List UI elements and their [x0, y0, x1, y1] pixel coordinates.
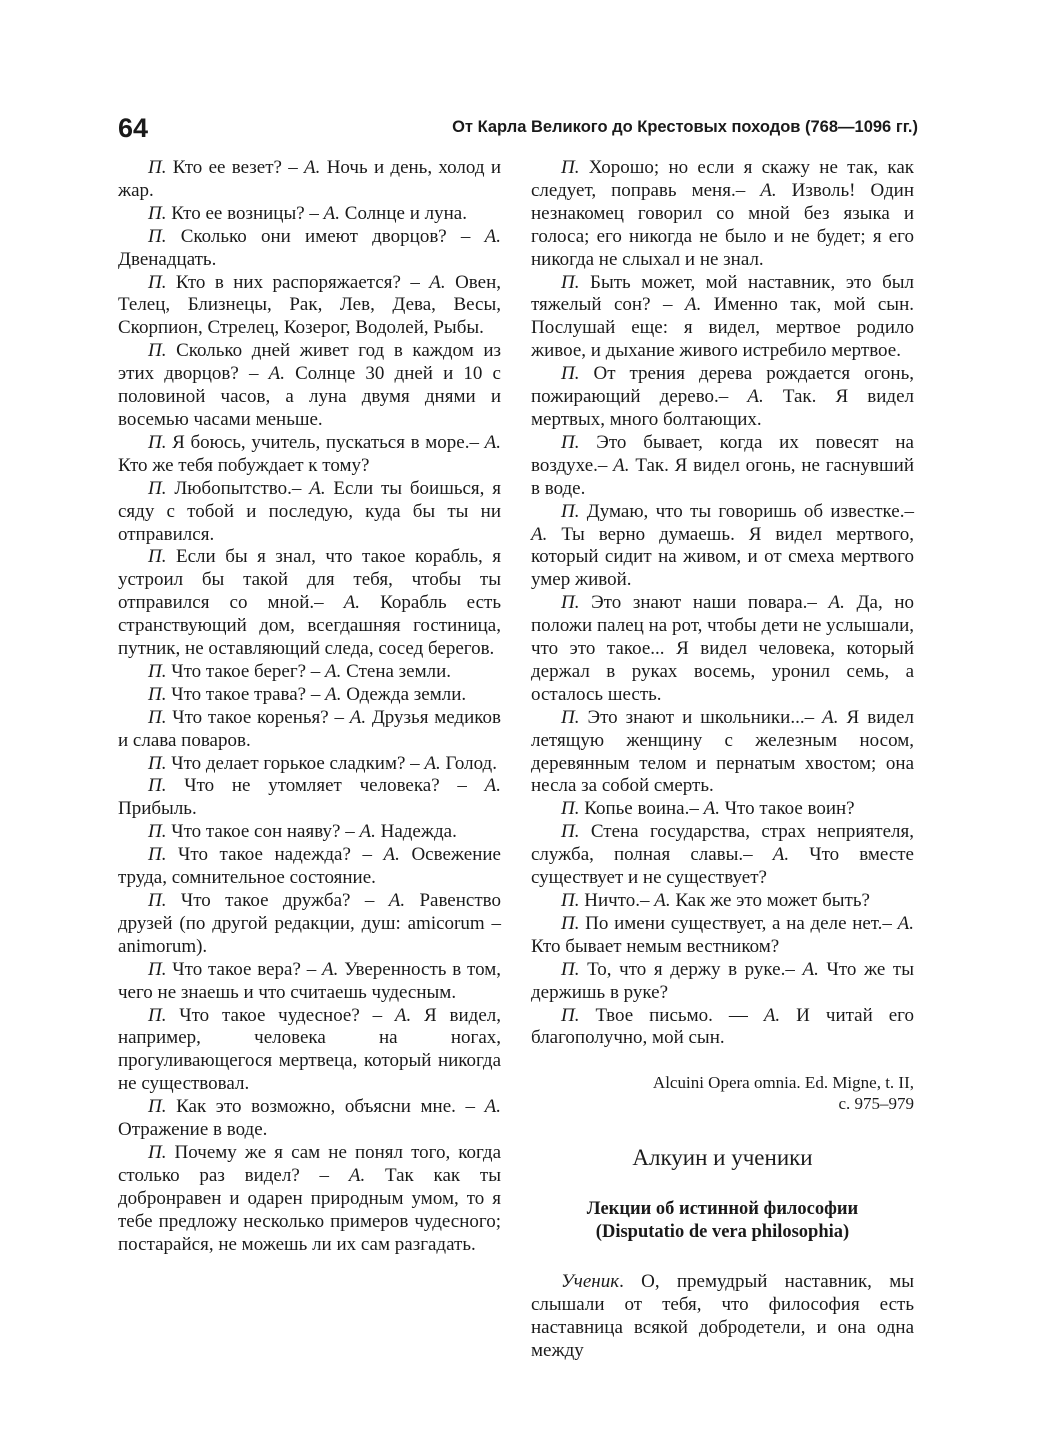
speaker-label: А. [684, 294, 702, 316]
dialogue-paragraph [118, 203, 501, 226]
dialogue-paragraph [531, 959, 914, 1005]
dialogue-text: Стена государства, страх неприятеля, служба, полная славы.– [531, 821, 914, 866]
speaker-label: П. [148, 890, 167, 911]
speaker-label: А. [484, 775, 501, 797]
dialogue-text: Именно так, мой сын. Послушай еще: я видел, мертвое родило живое, и дыхание живого истребило мертвое. [531, 294, 914, 362]
dialogue-paragraph [531, 432, 914, 501]
dialogue-text: Друзья медиков и слава поваров. [118, 706, 501, 751]
dialogue-text: Кто в них распоряжается? – [166, 271, 430, 293]
speaker-label: П. [561, 157, 580, 178]
speaker-label: П. [561, 890, 580, 911]
dialogue-paragraph [531, 272, 914, 364]
speaker-label: А. [613, 454, 630, 476]
source-line: Alcuini Opera omnia. Ed. Migne, t. II, [652, 1073, 914, 1093]
dialogue-paragraph [118, 775, 501, 821]
speaker-label: А. [394, 1004, 412, 1026]
speaker-label: П. [148, 1141, 167, 1163]
dialogue-paragraph [531, 707, 914, 799]
speaker-label: А. [897, 912, 914, 934]
dialogue-text: Освежение труда, сомнительное состояние. [118, 844, 501, 889]
dialogue-text: Овен, Телец, Близнецы, Рак, Лев, Дева, Весы, Скорпион, Стрелец, Козерог, Водолей, Рыбы. [118, 271, 502, 339]
dialogue-text: Думаю, что ты говоришь об известке.– [579, 500, 914, 522]
dialogue-text: Так. Я видел мертвых, много болтающих. [531, 386, 914, 430]
dialogue-text: Отражение в воде. [118, 1119, 268, 1141]
student-paragraph [531, 1271, 914, 1363]
speaker-label: П. [148, 1004, 167, 1026]
speaker-label: А. [322, 958, 339, 980]
dialogue-text: Сколько дней живет год в каждом из этих дворцов? – [118, 340, 501, 385]
dialogue-text: Кто бывает немым вестником? [531, 935, 780, 957]
speaker-label: А. [802, 958, 819, 980]
dialogue-text: Прибыль. [118, 798, 197, 820]
dialogue-text: Твое письмо. — [579, 1004, 764, 1026]
speaker-label: П. [148, 546, 167, 568]
dialogue-text: Ты верно думаешь. Я видел мертвого, который сидит на живом, и от смеха мертвого умер живой. [531, 523, 914, 591]
dialogue-text: Кто ее везет? – [166, 157, 305, 178]
dialogue-paragraph [118, 753, 501, 776]
speaker-label: А. [429, 271, 446, 293]
speaker-label: П. [148, 431, 167, 453]
dialogue-text: Уверенность в том, чего не знаешь и что считаешь чудесным. [118, 958, 501, 1003]
dialogue-text: Надежда. [375, 821, 457, 843]
left-column [118, 157, 501, 1257]
speaker-label: А. [325, 683, 342, 705]
dialogue-text: И читай его благополучно, мой сын. [531, 1004, 914, 1049]
dialogue-paragraph [531, 501, 914, 593]
dialogue-text: Солнце и луна. [340, 202, 467, 224]
dialogue-text: Что не утомляет человека? – [166, 775, 485, 797]
speaker-label: П. [561, 271, 580, 293]
dialogue-paragraph [118, 157, 501, 203]
dialogue-text: Как это возможно, объясни мне. – [166, 1096, 485, 1118]
dialogue-text: Одежда земли. [341, 683, 467, 705]
speaker-label: П. [561, 798, 580, 820]
right-column [531, 157, 914, 1363]
dialogue-text: Как же это может быть? [670, 890, 870, 911]
dialogue-paragraph [118, 661, 501, 684]
dialogue-paragraph [118, 340, 501, 432]
dialogue-text: Что такое коренья? – [166, 706, 350, 728]
dialogue-paragraph [531, 1005, 914, 1051]
dialogue-text: Сколько они имеют дворцов? – [166, 225, 485, 247]
dialogue-text: От трения дерева рождается огонь, пожирающий дерево.– [531, 363, 914, 408]
speaker-label: П. [561, 363, 580, 385]
dialogue-paragraph [531, 157, 914, 272]
dialogue-paragraph [531, 913, 914, 959]
speaker-label: П. [148, 225, 167, 247]
speaker-label: А. [703, 798, 720, 820]
dialogue-text: Это бывает, когда их повесят на воздухе.– [531, 431, 914, 476]
dialogue-paragraph [118, 1142, 501, 1257]
dialogue-text: Быть может, мой наставник, это был тяжелый сон? – [531, 271, 914, 316]
dialogue-text: Что же ты держишь в руке? [531, 958, 915, 1003]
dialogue-text: Если бы я знал, что такое корабль, я устроил бы такой для тебя, чтобы ты отправился со мной.– [118, 546, 501, 614]
speaker-label: П. [148, 660, 167, 682]
dialogue-text: Изволь! Один незнакомец говорил со мной без языка и голоса; его никогда не было и не будет; я его никогда не слыхал и не знал. [531, 179, 915, 270]
speaker-label: П. [561, 821, 580, 843]
dialogue-paragraph [531, 798, 914, 821]
dialogue-text: Стена земли. [341, 660, 452, 682]
speaker-label: П. [148, 477, 167, 499]
dialogue-text: Что такое надежда? – [166, 844, 384, 866]
speaker-label: А. [268, 363, 285, 385]
speaker-label: Ученик [561, 1271, 620, 1293]
speaker-label: А. [388, 890, 406, 911]
dialogue-text: Равенство друзей (по другой редакции, душ: amicorum – animorum). [118, 890, 501, 957]
speaker-label: А. [531, 523, 548, 545]
dialogue-paragraph [531, 890, 914, 913]
dialogue-paragraph [118, 684, 501, 707]
dialogue-text: Так. Я видел огонь, не гаснувший в воде. [531, 454, 914, 499]
speaker-label: А. [383, 844, 400, 866]
section-title: Алкуин и ученики [632, 1145, 813, 1171]
speaker-label: П. [148, 157, 167, 178]
speaker-label: А. [760, 179, 777, 201]
dialogue-paragraph [118, 821, 501, 844]
speaker-label: П. [148, 958, 167, 980]
running-title: От Карла Великого до Крестовых походов (768—1096 гг.) [452, 118, 918, 136]
dialogue-paragraph [118, 1096, 501, 1142]
subtitle-latin: (Disputatio de vera philosophia) [595, 1221, 850, 1242]
speaker-label: П. [561, 592, 580, 614]
source-citation [531, 1072, 914, 1114]
speaker-label: П. [148, 775, 167, 797]
speaker-label: П. [148, 340, 167, 362]
dialogue-text: Что такое трава? – [166, 683, 326, 705]
speaker-label: А. [304, 157, 321, 178]
speaker-label: А. [747, 386, 764, 408]
dialogue-paragraph [531, 821, 914, 890]
speaker-label: А. [424, 752, 441, 774]
dialogue-paragraph [118, 478, 501, 547]
dialogue-text: Что вместе существует и не существует? [531, 844, 914, 889]
speaker-label: П. [148, 706, 167, 728]
dialogue-paragraph [118, 959, 501, 1005]
speaker-label: П. [561, 706, 580, 728]
dialogue-text: Ночь и день, холод и жар. [118, 157, 501, 201]
speaker-label: П. [561, 958, 580, 980]
dialogue-paragraph [118, 890, 501, 959]
source-pages: с. 975–979 [838, 1094, 914, 1114]
speaker-label: П. [561, 912, 580, 934]
speaker-label: П. [148, 844, 167, 866]
page-number: 64 [118, 113, 149, 143]
dialogue-text: Я боюсь, учитель, пускаться в море.– [166, 431, 485, 453]
page-header [118, 112, 918, 152]
dialogue-text: По имени существует, а на деле нет.– [579, 912, 898, 934]
speaker-label: П. [148, 752, 167, 774]
dialogue-text: Любопытство.– [166, 477, 310, 499]
dialogue-text: Что такое дружба? – [166, 890, 389, 911]
dialogue-text: Почему же я сам не понял того, когда столько раз видел? – [118, 1141, 501, 1186]
dialogue-text: Копье воина.– [579, 798, 704, 820]
speaker-label: А. [772, 844, 790, 866]
dialogue-text: Корабль есть странствующий дом, всегдашняя гостиница, путник, не оставляющий следа, сосед берегов. [118, 592, 501, 660]
subtitle-russian: Лекции об истинной философии [586, 1199, 859, 1220]
dialogue-text: То, что я держу в руке.– [579, 958, 803, 980]
dialogue-text: Двенадцать. [118, 248, 217, 270]
dialogue-text: Да, но положи палец на рот, чтобы дети не услышали, что это такое... Я видел человека, который держал в руках восемь, уронил семь, а осталось шесть. [531, 592, 914, 705]
speaker-label: А. [654, 890, 671, 911]
dialogue-text: Кто ее возницы? – [166, 202, 324, 224]
dialogue-text: Я видел, например, человека на ногах, прогуливающегося мертвеца, который никогда не существовал. [118, 1004, 501, 1095]
subsection-title [531, 1198, 914, 1243]
speaker-label: П. [148, 271, 167, 293]
dialogue-paragraph [118, 1005, 501, 1097]
dialogue-paragraph [118, 546, 501, 661]
speaker-label: А. [484, 431, 501, 453]
dialogue-text: Что такое берег? – [166, 660, 326, 682]
dialogue-text: Это знают наши повара.– [579, 592, 829, 614]
speaker-label: П. [148, 1096, 167, 1118]
dialogue-paragraph [118, 226, 501, 272]
speaker-label: А. [484, 1096, 501, 1118]
dialogue-paragraph [531, 592, 914, 707]
dialogue-text: Что такое воин? [719, 798, 855, 820]
speaker-label: П. [561, 500, 580, 522]
dialogue-text: Что делает горькое сладким? – [166, 752, 425, 774]
speaker-label: А. [343, 592, 361, 614]
speaker-label: П. [561, 431, 580, 453]
speaker-label: А. [763, 1004, 781, 1026]
dialogue-text: . О, премудрый наставник, мы слышали от тебя, что философия есть наставница всякой добродетели, и она одна между [531, 1271, 914, 1362]
dialogue-paragraph [118, 844, 501, 890]
dialogue-text: Это знают и школьники...– [579, 706, 823, 728]
speaker-label: А. [348, 1164, 366, 1186]
dialogue-paragraph [531, 363, 914, 432]
dialogue-text: Что такое сон наяву? – [166, 821, 360, 843]
dialogue-text: Хорошо; но если я скажу не так, как следует, поправь меня.– [531, 157, 914, 201]
speaker-label: А. [822, 706, 839, 728]
dialogue-text: Что такое вера? – [166, 958, 323, 980]
speaker-label: А. [359, 821, 376, 843]
dialogue-paragraph [118, 707, 501, 753]
speaker-label: П. [561, 1004, 580, 1026]
dialogue-paragraph [118, 432, 501, 478]
speaker-label: А. [325, 660, 342, 682]
dialogue-text: Если ты боишься, я сяду с тобой и последую, куда бы ты ни отправился. [118, 477, 501, 545]
speaker-label: П. [148, 821, 167, 843]
dialogue-text: Так как ты добронравен и одарен природным умом, то я тебе предложу несколько примеров чудесного; постарайся, не можешь ли их сам разгадать. [118, 1164, 501, 1255]
dialogue-paragraph [118, 272, 501, 341]
dialogue-text: Солнце 30 дней и 10 с половиной часов, а луна двумя днями и восемью часами меньше. [118, 363, 501, 430]
speaker-label: П. [148, 202, 167, 224]
dialogue-text: Я видел летящую женщину с железным носом, деревянным телом и пернатым хвостом; она несла за собой смерть. [531, 706, 914, 797]
speaker-label: А. [323, 202, 341, 224]
dialogue-text: Что такое чудесное? – [166, 1004, 395, 1026]
speaker-label: П. [148, 683, 167, 705]
speaker-label: А. [309, 477, 326, 499]
speaker-label: А. [349, 706, 367, 728]
dialogue-text: Кто же тебя побуждает к тому? [118, 454, 370, 476]
dialogue-text: Голод. [440, 752, 497, 774]
dialogue-text: Ничто.– [579, 890, 655, 911]
speaker-label: А. [828, 592, 845, 614]
speaker-label: А. [484, 225, 501, 247]
